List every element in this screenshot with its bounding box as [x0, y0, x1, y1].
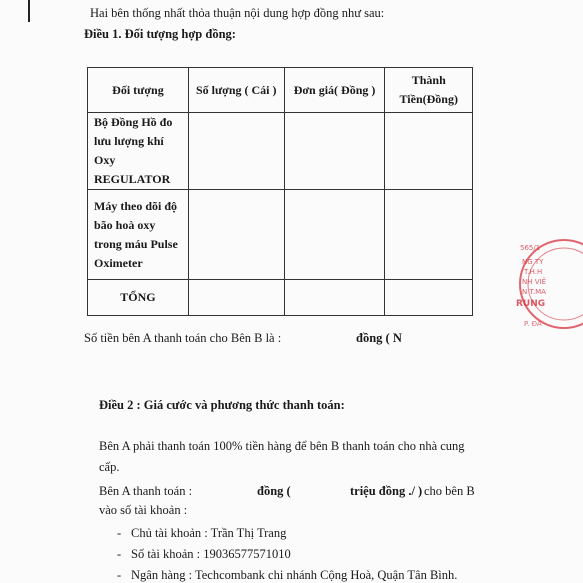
goods-table: [87, 67, 473, 316]
table-header-row: [88, 68, 473, 113]
total-label: TỔNG: [88, 280, 189, 316]
row-1-line-2: lưu lượng khí Oxy: [94, 134, 164, 167]
table-total-row: [88, 280, 473, 316]
payment-amount-unit: đồng ( N: [356, 331, 402, 345]
header-subject: Đối tượng: [88, 68, 189, 113]
party-a-pays-suffix: cho bên B: [424, 484, 475, 498]
bullet-dash: -: [117, 526, 122, 540]
row-2-line-1: Máy theo dõi độ: [94, 198, 178, 213]
bullet-dash: -: [117, 547, 122, 561]
header-total: [385, 68, 473, 113]
intro-line: Hai bên thống nhất thỏa thuận nội dung hợp đồng như sau:: [90, 6, 385, 20]
total-amount: [385, 280, 473, 316]
header-total-line-1: Thành: [411, 73, 446, 87]
bullet-dash: -: [117, 568, 122, 582]
account-number: Số tài khoản : 19036577571010: [131, 547, 291, 561]
row-1-unit-price: [284, 113, 385, 190]
row-2-unit-price: [284, 190, 385, 280]
total-quantity: [188, 280, 284, 316]
payment-amount-text: Số tiền bên A thanh toán cho Bên B là :: [84, 331, 282, 345]
article-2-paragraph-line-1: Bên A phải thanh toán 100% tiền hàng để bên B thanh toán cho nhà cung: [99, 439, 465, 453]
article-2-heading: Điều 2 : Giá cước và phương thức thanh toán:: [99, 398, 345, 412]
svg-text:NG TY: NG TY: [522, 258, 544, 266]
table-row: [88, 113, 473, 190]
row-1-quantity: [188, 113, 284, 190]
svg-text:RUNG: RUNG: [516, 299, 546, 309]
row-2-line-4: Oximeter: [94, 255, 143, 270]
row-1-line-3: REGULATOR: [94, 172, 171, 186]
company-seal-stamp: [506, 236, 583, 334]
total-unit-price: [284, 280, 385, 316]
party-a-pays-label: Bên A thanh toán :: [99, 484, 193, 498]
party-a-pays-million: triệu đồng ./ ): [350, 484, 423, 498]
article-2-paragraph-line-2: cấp.: [99, 460, 120, 474]
party-a-pays-unit: đồng (: [257, 484, 291, 498]
svg-text:N T.MA: N T.MA: [522, 288, 546, 296]
table-row: [88, 190, 473, 280]
bank-name: Ngân hàng : Techcombank chi nhánh Cộng Hoà, Quận Tân Bình.: [131, 568, 458, 582]
svg-text:565/1: 565/1: [520, 244, 541, 252]
row-1-subject: [88, 113, 189, 190]
svg-text:NH VIÊ: NH VIÊ: [522, 278, 547, 286]
account-holder: Chủ tài khoản : Trần Thị Trang: [131, 526, 287, 540]
header-total-line-2: Tiền(Đồng): [399, 92, 458, 106]
row-1-line-1: Bộ Đồng Hồ đo: [94, 115, 173, 129]
row-2-quantity: [188, 190, 284, 280]
row-2-line-2: bão hoà oxy: [94, 217, 156, 232]
article-1-heading: Điều 1. Đối tượng hợp đồng:: [84, 27, 236, 41]
page-edge-mark: [28, 0, 30, 22]
row-1-total: [385, 113, 473, 190]
row-2-subject: [88, 190, 189, 280]
row-2-total: [385, 190, 473, 280]
row-2-line-3: trong máu Pulse: [94, 236, 178, 251]
account-intro: vào số tài khoản :: [99, 503, 188, 517]
header-quantity: Số lượng ( Cái ): [188, 68, 284, 113]
svg-text:P. ĐÀ: P. ĐÀ: [524, 320, 542, 328]
svg-text:T.H.H: T.H.H: [524, 268, 543, 276]
header-unit-price: Đơn giá( Đồng ): [284, 68, 385, 113]
